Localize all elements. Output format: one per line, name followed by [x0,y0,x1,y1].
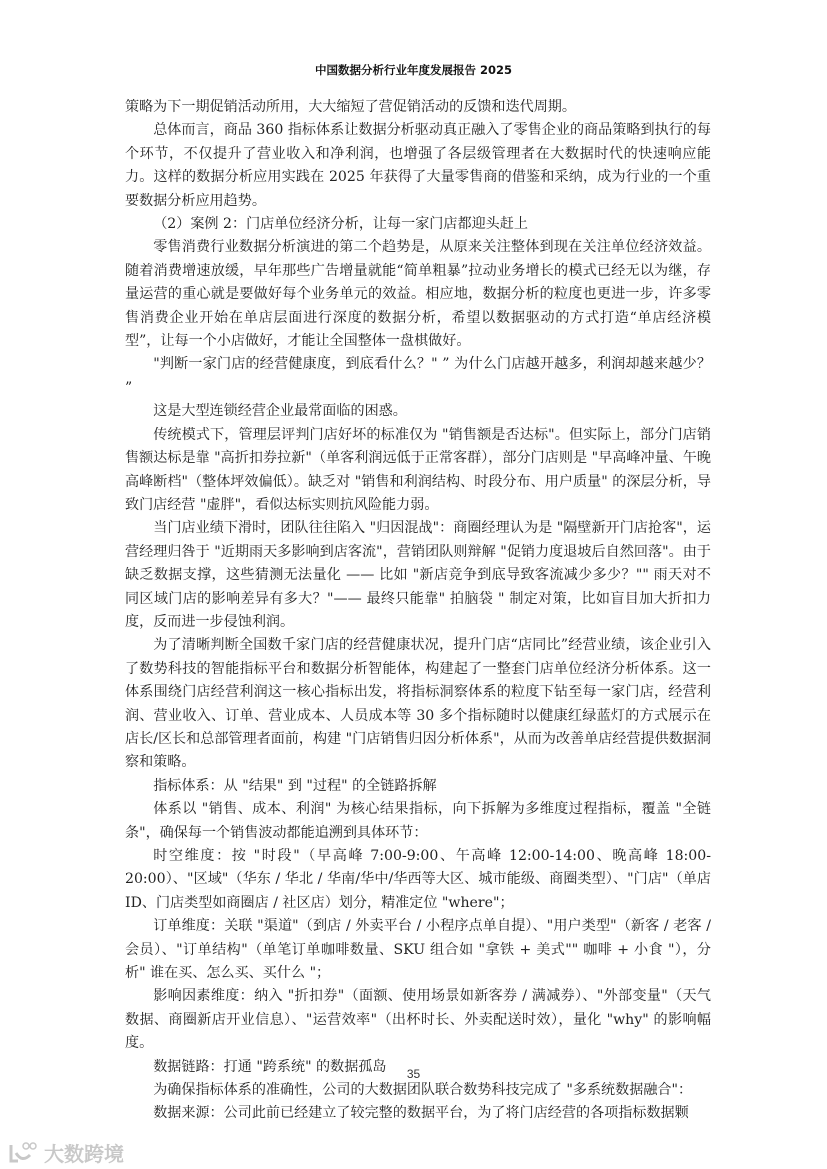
paragraph: 总体而言，商品 360 指标体系让数据分析驱动真正融入了零售企业的商品策略到执行的每个环节，不仅提升了营业收入和净利润，也增强了各层级管理者在大数据时代的快速响应能力。这样的数据分析应用实践在 2025 年获得了大量零售商的借鉴和采纳，成为行业的一个重要数据分析应用趋势。 [125,122,711,209]
paragraph: 零售消费行业数据分析演进的第二个趋势是，从原来关注整体到现在关注单位经济效益。随着消费增速放缓，早年那些广告增量就能“简单粗暴”拉动业务增长的模式已经无以为继，存量运营的重心就是要做好每个业务单元的效益。相应地，数据分析的粒度也更进一步，许多零售消费企业开始在单店层面进行深度的数据分析，希望以数据驱动的方式打造“单店经济模型”，让每一个小店做好，才能让全国整体一盘棋做好。 [125,239,711,350]
paragraph: 当门店业绩下滑时，团队往往陷入 "归因混战"：商圈经理认为是 "隔壁新开门店抢客"，运营经理归咎于 "近期雨天多影响到店客流"，营销团队则辩解 "促销力度退坡后自然回落"。由于缺乏数据支撑，这些猜测无法量化 —— 比如 "新店竞争到底导致客流减少多少？"" 雨天对不同区域门店的影响差异有多大？"—— 最终只能靠" 拍脑袋 " 制定对策，比如盲目加大折扣力度，反而进一步侵蚀利润。 [125,520,711,630]
paragraph: （2）案例 2：门店单位经济分析，让每一家门店都迎头赶上 [153,216,528,233]
watermark-logo-icon [8,1141,38,1165]
page-number: 35 [406,1067,421,1081]
paragraph: 这是大型连锁经营企业最常面临的困惑。 [153,403,407,420]
paragraph: 传统模式下，管理层评判门店好坏的标准仅为 "销售额是否达标"。但实际上，部分门店销售额达标是靠 "高折扣券拉新"（单客利润远低于正常客群），部分门店则是 "早高峰冲量、午晚高峰断档"（整体坪效偏低）。缺乏对 "销售和利润结构、时段分布、用户质量" 的深层分析，导致门店经营 "虚胖"，看似达标实则抗风险能力弱。 [125,426,711,513]
paragraph: "判断一家门店的经营健康度，到底看什么？" ” 为什么门店越开越多，利润却越来越少？ ” [125,356,711,396]
paragraph: 数据链路：打通 "跨系统" 的数据孤岛 [153,1058,387,1075]
paragraph: 时空维度：按 "时段"（早高峰 7:00-9:00、午高峰 12:00-14:00、晚高峰 18:00-20:00）、"区域"（华东 / 华北 / 华南/华中/华西等大区、城市能级、商圈类型）、"门店"（单店 ID、门店类型如商圈店 / 社区店）划分，精准定位 "where"； [125,848,711,911]
paragraph: 订单维度：关联 "渠道"（到店 / 外卖平台 / 小程序点单自提）、"用户类型"（新客 / 老客 / 会员）、"订单结构"（单笔订单咖啡数量、SKU 组合如 "拿铁 + 美式"" 咖啡 + 小食 "），分析" 谁在买、怎么买、买什么 "； [125,918,711,982]
paragraph: 数据来源：公司此前已经建立了较完整的数据平台，为了将门店经营的各项指标数据颗 [153,1105,689,1122]
running-header: 中国数据分析行业年度发展报告 2025 [314,63,512,77]
body-text [125,96,711,1126]
paragraph: 指标体系：从 "结果" 到 "过程" 的全链路拆解 [153,777,437,794]
paragraph: 影响因素维度：纳入 "折扣券"（面额、使用场景如新客券 / 满减券）、"外部变量"（天气数据、商圈新店开业信息）、"运营效率"（出杯时长、外卖配送时效），量化 "why" 的影响幅度。 [125,988,711,1052]
paragraph: 为确保指标体系的准确性，公司的大数据团队联合数势科技完成了 "多系统数据融合"： [153,1082,693,1099]
paragraph: 策略为下一期促销活动所用，大大缩短了营促销活动的反馈和迭代周期。 [125,99,576,115]
watermark-text: 大数跨境 [44,1142,124,1166]
watermark [8,1138,124,1167]
paragraph: 体系以 "销售、成本、利润" 为核心结果指标，向下拆解为多维度过程指标，覆盖 "全链条"，确保每一个销售波动都能追溯到具体环节： [125,801,711,841]
paragraph: 为了清晰判断全国数千家门店的经营健康状况，提升门店“店同比”经营业绩，该企业引入了数势科技的智能指标平台和数据分析智能体，构建起了一整套门店单位经济分析体系。这一体系围绕门店经营利润这一核心指标出发，将指标洞察体系的粒度下钻至每一家门店，经营利润、营业收入、订单、营业成本、人员成本等 30 多个指标随时以健康红绿蓝灯的方式展示在店长/区长和总部管理者面前，构建 "门店销售归因分析体系"，从而为改善单店经营提供数据洞察和策略。 [125,637,711,771]
